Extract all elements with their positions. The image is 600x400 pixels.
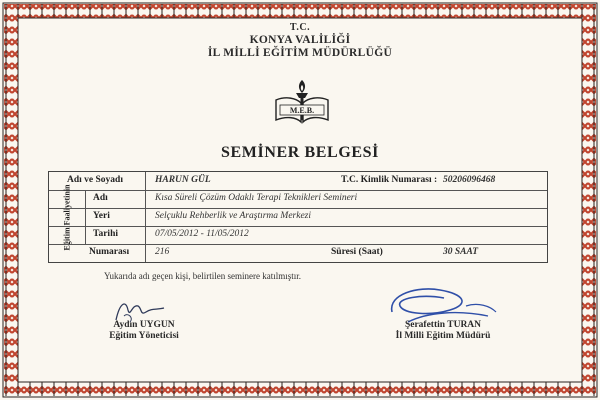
name-value: HARUN GÜL [155, 175, 211, 185]
course-value: Kısa Süreli Çözüm Odaklı Terapi Teknikleri Semineri [155, 193, 358, 203]
header-directorate: İL MİLLİ EĞİTİM MÜDÜRLÜĞÜ [207, 47, 393, 59]
place-label: Yeri [93, 211, 110, 221]
left-signer-name: Aydın UYGUN [113, 320, 175, 330]
table-row-course [49, 190, 547, 209]
date-label: Tarihi [93, 229, 118, 239]
participation-statement: Yukarıda adı geçen kişi, belirtilen seminere katılmıştır. [104, 271, 301, 281]
course-label: Adı [93, 193, 108, 203]
activity-group-label: Eğitim Faaliyetinin [62, 184, 72, 250]
table-row-date [49, 226, 547, 245]
right-signer-title: İl Milli Eğitim Müdürü [395, 331, 491, 341]
duration-value: 30 SAAT [443, 247, 479, 257]
logo-text: M.E.B. [289, 106, 315, 115]
table-row-name [49, 172, 547, 191]
name-label: Adı ve Soyadı [67, 175, 123, 185]
table-row-number [49, 244, 547, 262]
table-row-place [49, 208, 547, 227]
date-value: 07/05/2012 - 11/05/2012 [155, 229, 249, 239]
right-signer-name: Şerafettin TURAN [404, 320, 482, 330]
id-value: 50206096468 [443, 175, 496, 185]
right-signature-block [368, 320, 518, 341]
duration-label: Süresi (Saat) [331, 247, 383, 257]
left-signer-title: Eğitim Yöneticisi [109, 331, 179, 341]
header-governorship: KONYA VALİLİĞİ [249, 34, 351, 46]
left-signature-block [84, 320, 204, 341]
number-value: 216 [155, 247, 170, 257]
meb-logo-icon [270, 76, 334, 132]
place-value: Selçuklu Rehberlik ve Araştırma Merkezi [155, 211, 311, 221]
info-table [48, 171, 548, 263]
header-tc: T.C. [289, 22, 311, 33]
certificate-title: SEMİNER BELGESİ [221, 144, 379, 161]
id-label: T.C. Kimlik Numarası : [341, 175, 438, 185]
number-label: Numarası [89, 247, 130, 257]
